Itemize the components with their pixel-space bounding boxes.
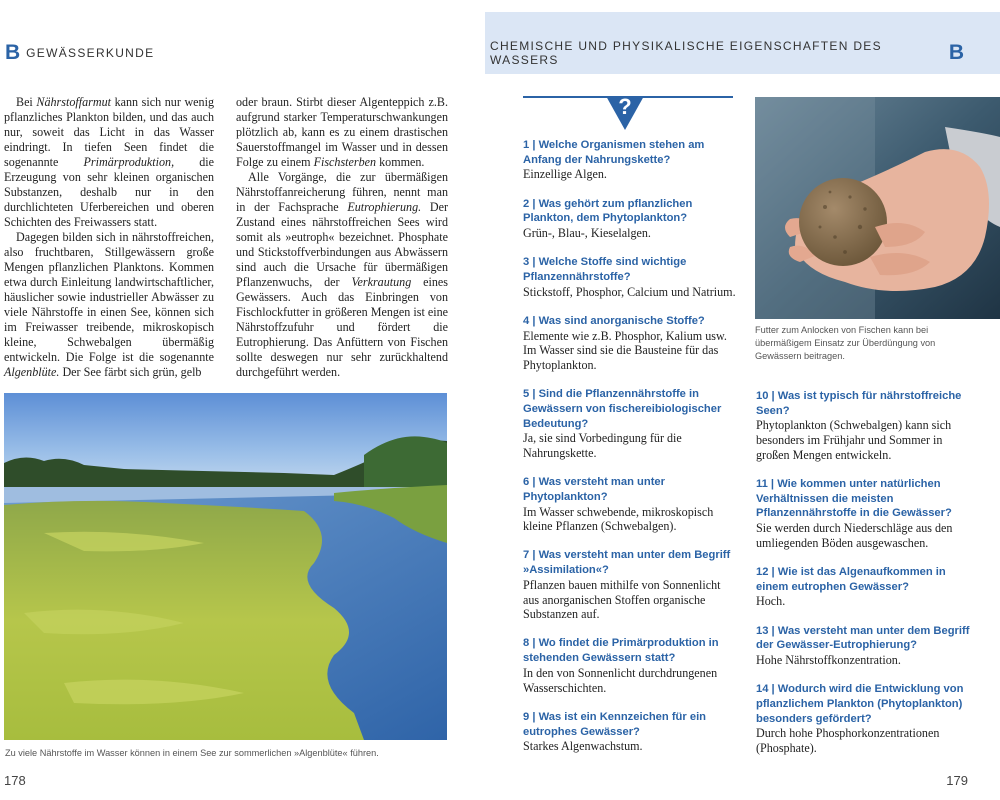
quiz-question: 11 | Wie kommen unter natürlichen Verhältnissen die meisten Pflanzennährstoffe in die Gewässer? <box>756 478 952 520</box>
quiz-item <box>756 624 978 668</box>
quiz-question: 5 | Sind die Pflanzennährstoffe in Gewässern von fischereibiologischer Bedeutung? <box>523 388 722 430</box>
lake-algae-bloom-photo <box>4 393 447 740</box>
hand-photo-caption: Futter zum Anlocken von Fischen kann bei übermäßigem Einsatz zur Überdüngung von Gewässern beitragen. <box>755 325 936 361</box>
quiz-item <box>523 138 739 182</box>
quiz-answer: Sie werden durch Niederschläge aus den umliegenden Böden ausgewaschen. <box>756 521 953 550</box>
quiz-question: 4 | Was sind anorganische Stoffe? <box>523 314 705 327</box>
quiz-answer: Phytoplankton (Schwebalgen) kann sich besonders im Frühjahr und Sommer in großen Mengen entwickeln. <box>756 418 952 462</box>
italic-term: Nährstoffarmut <box>36 95 111 109</box>
question-list-1 <box>523 138 739 754</box>
question-number: 10 | <box>756 390 778 402</box>
question-list-2 <box>756 389 978 756</box>
quiz-item <box>523 636 739 695</box>
quiz-badge <box>523 96 733 130</box>
question-number: 8 | <box>523 637 539 650</box>
question-number: 7 | <box>523 549 539 562</box>
quiz-question: 7 | Was versteht man unter dem Begriff »Assimilation«? <box>523 549 731 577</box>
quiz-answer: Einzellige Algen. <box>523 167 607 182</box>
quiz-item <box>756 682 978 756</box>
body-paragraph: Bei Nährstoffarmut kann sich nur wenig pflanzliches Plankton bilden, und das auch nur, soweit das Licht in das Wasser eindringt. In tiefen Seen findet die sogenannte Primärproduktion, die Erzeugung von sehr kleinen organischen Substanzen, deshalb nur in den durchlichteten Uferbereichen und oberen Schichten des Freiwassers statt. <box>4 95 214 229</box>
quiz-item <box>756 565 978 609</box>
italic-term: Primärproduktion, <box>83 155 175 169</box>
quiz-item <box>523 710 739 754</box>
quiz-answer: In den von Sonnenlicht durchdrungenen Wasserschichten. <box>523 665 718 695</box>
quiz-question: 13 | Was versteht man unter dem Begriff der Gewässer-Eutrophierung? <box>756 624 970 652</box>
question-number: 9 | <box>523 710 539 723</box>
quiz-item <box>523 314 739 373</box>
lake-photo-caption: Zu viele Nährstoffe im Wasser können in einem See zur sommerlichen »Algenblüte« führen. <box>5 748 379 758</box>
quiz-answer: Starkes Algenwachstum. <box>523 739 643 754</box>
quiz-answer: Grün-, Blau-, Kieselalgen. <box>523 226 651 241</box>
question-number: 3 | <box>523 256 539 269</box>
question-number: 1 | <box>523 139 539 151</box>
left-page-header <box>5 38 154 68</box>
quiz-answer: Hohe Nährstoffkonzentration. <box>756 653 901 668</box>
quiz-item <box>756 477 978 551</box>
hand-fish-bait-photo <box>755 97 1000 319</box>
quiz-column-2 <box>756 389 978 770</box>
question-number: 12 | <box>756 566 778 579</box>
quiz-question: 8 | Wo findet die Primärproduktion in stehenden Gewässern statt? <box>523 637 719 665</box>
left-page <box>0 0 490 800</box>
quiz-question: 6 | Was versteht man unter Phytoplankton? <box>523 476 665 503</box>
quiz-question: 10 | Was ist typisch für nährstoffreiche Seen? <box>756 390 962 417</box>
question-mark-icon: ? <box>618 94 632 119</box>
body-paragraph: oder braun. Stirbt dieser Algenteppich z.B. aufgrund starker Temperaturschwankungen plötzlich ab, kann es zu einem drastischen Sauerstoffmangel im Wasser und in dessen Folge zu einem Fischsterben kommen. <box>236 95 448 169</box>
quiz-question: 1 | Welche Organismen stehen am Anfang der Nahrungskette? <box>523 139 705 166</box>
italic-term: Algenblüte. <box>4 365 60 379</box>
quiz-column-1 <box>523 96 739 768</box>
quiz-answer: Im Wasser schwebende, mikroskopisch kleine Pflanzen (Schwebalgen). <box>523 504 714 534</box>
chapter-letter: B <box>5 41 21 64</box>
quiz-item <box>523 197 739 241</box>
quiz-answer: Stickstoff, Phosphor, Calcium und Natrium. <box>523 284 736 299</box>
question-number: 4 | <box>523 314 539 327</box>
question-number: 14 | <box>756 683 778 696</box>
body-text-column-1 <box>4 95 214 380</box>
section-title: CHEMISCHE UND PHYSIKALISCHE EIGENSCHAFTEN DES WASSERS <box>490 39 882 67</box>
quiz-answer: Hoch. <box>756 594 786 609</box>
quiz-answer: Ja, sie sind Vorbedingung für die Nahrungskette. <box>523 431 682 460</box>
body-paragraph: Alle Vorgänge, die zur übermäßigen Nährstoffanreicherung führen, nennt man in der Fachsprache Eutrophierung. Der Zustand eines nährstoffreichen Sees wird somit als »eutroph« bezeichnet. Phosphate und Stickstoffverbindungen aus Abwässern sind auch die Ursache für übermäßigen Pflanzenwuchs, der Verkrautung eines Gewässers. Auch das Einbringen von Fischlockfutter in größeren Mengen ist eine Nährstoffzufuhr und fördert die Eutrophierung. Das Anfüttern von Fischen sollte deswegen nur sehr zurückhaltend durchgeführt werden. <box>236 170 449 379</box>
quiz-question: 9 | Was ist ein Kennzeichen für ein eutrophes Gewässer? <box>523 710 707 738</box>
page-number-right: 179 <box>946 773 968 788</box>
question-number: 6 | <box>523 476 539 489</box>
italic-term: Fischsterben <box>313 155 377 169</box>
question-number: 11 | <box>756 478 778 491</box>
right-page-header <box>490 38 964 68</box>
quiz-item <box>523 387 739 461</box>
question-number: 5 | <box>523 388 539 401</box>
quiz-item <box>523 255 739 299</box>
page-number-left: 178 <box>4 773 26 788</box>
quiz-item <box>523 548 739 622</box>
quiz-question: 3 | Welche Stoffe sind wichtige Pflanzennährstoffe? <box>523 256 687 283</box>
quiz-item <box>756 389 978 463</box>
chapter-title: GEWÄSSERKUNDE <box>26 46 155 60</box>
body-text-column-2 <box>236 95 448 380</box>
quiz-answer: Elemente wie z.B. Phosphor, Kalium usw. Im Wasser sind sie die Bausteine für das Phytoplankton. <box>523 328 727 372</box>
italic-term: Eutrophierung. <box>347 200 422 214</box>
italic-term: Verkrautung <box>351 275 412 289</box>
chapter-letter-right: B <box>948 41 964 64</box>
quiz-question: 2 | Was gehört zum pflanzlichen Plankton, dem Phytoplankton? <box>523 197 693 225</box>
body-paragraph: Dagegen bilden sich in nährstoffreichen, also fruchtbaren, Stillgewässern große Mengen pflanzlichen Planktons. Kommen etwa durch Einleitung landwirtschaftlicher, häuslicher sowie industrieller Abwässer zu viele Nährstoffe in einen See, können sich im Freiwasser treibende, mikroskopisch kleine, Schwebalgen übermäßig entwickeln. Die Folge ist die sogenannte Algenblüte. Der See färbt sich grün, gelb <box>4 230 214 379</box>
question-number: 2 | <box>523 197 539 210</box>
quiz-item <box>523 475 739 534</box>
question-number: 13 | <box>756 624 778 637</box>
right-page <box>490 0 1000 800</box>
quiz-question: 12 | Wie ist das Algenaufkommen in einem eutrophen Gewässer? <box>756 566 946 593</box>
quiz-question: 14 | Wodurch wird die Entwicklung von pflanzlichem Plankton (Phytoplankton) besonders gefördert? <box>756 683 964 725</box>
quiz-answer: Durch hohe Phosphorkonzentrationen (Phosphate). <box>756 726 940 756</box>
quiz-answer: Pflanzen bauen mithilfe von Sonnenlicht aus anorganischen Stoffen organische Substanzen auf. <box>523 577 721 622</box>
